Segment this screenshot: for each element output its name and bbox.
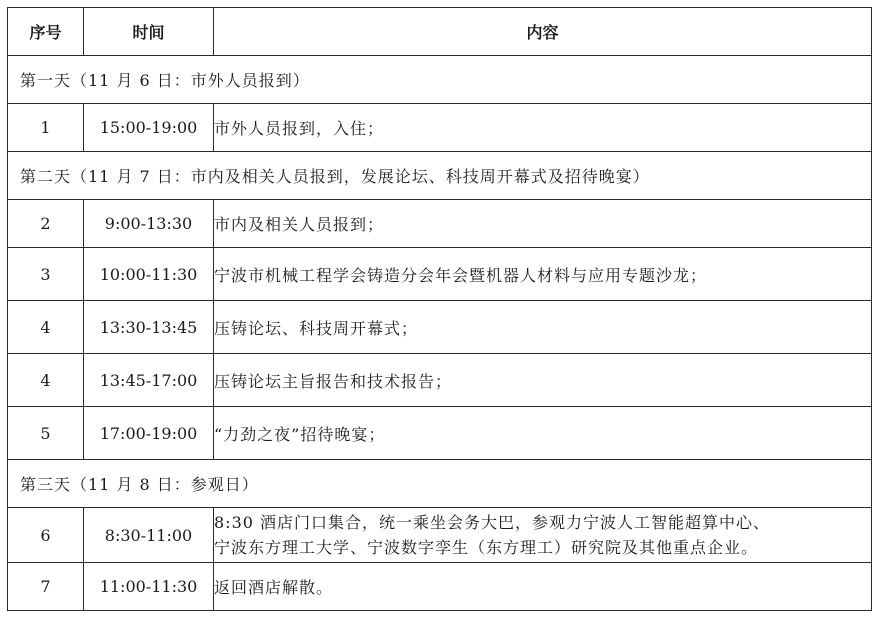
schedule-table (7, 7, 872, 611)
day1-title: 第一天（11 月 6 日：市外人员报到） (8, 56, 872, 104)
row-time: 13:45-17:00 (84, 354, 214, 407)
row-content: 宁波市机械工程学会铸造分会年会暨机器人材料与应用专题沙龙； (214, 248, 872, 301)
row-content: 压铸论坛、科技周开幕式； (214, 301, 872, 354)
row-time: 9:00-13:30 (84, 200, 214, 248)
row-num: 5 (8, 407, 84, 460)
row-time: 8:30-11:00 (84, 508, 214, 563)
row-num: 6 (8, 508, 84, 563)
row-content: 市外人员报到，入住； (214, 104, 872, 152)
row-time: 11:00-11:30 (84, 563, 214, 611)
row-time: 17:00-19:00 (84, 407, 214, 460)
table-row (8, 407, 872, 460)
row-time: 10:00-11:30 (84, 248, 214, 301)
header-time: 时间 (84, 8, 214, 56)
header-row (8, 8, 872, 56)
row-content-line: 宁波东方理工大学、宁波数字孪生（东方理工）研究院及其他重点企业。 (214, 538, 759, 557)
table-row (8, 508, 872, 563)
table-row (8, 563, 872, 611)
row-num: 4 (8, 301, 84, 354)
header-num: 序号 (8, 8, 84, 56)
table-row (8, 248, 872, 301)
day2-title: 第二天（11 月 7 日：市内及相关人员报到，发展论坛、科技周开幕式及招待晚宴） (8, 152, 872, 200)
row-time: 13:30-13:45 (84, 301, 214, 354)
table-row (8, 104, 872, 152)
row-content-line: 8:30 酒店门口集合，统一乘坐会务大巴，参观力宁波人工智能超算中心、 (214, 513, 771, 532)
table-row (8, 354, 872, 407)
day-row (8, 152, 872, 200)
row-num: 3 (8, 248, 84, 301)
table-row (8, 200, 872, 248)
day-row (8, 56, 872, 104)
row-num: 7 (8, 563, 84, 611)
day3-title: 第三天（11 月 8 日：参观日） (8, 460, 872, 508)
row-time: 15:00-19:00 (84, 104, 214, 152)
row-content: 市内及相关人员报到； (214, 200, 872, 248)
row-content: 返回酒店解散。 (214, 563, 872, 611)
day-row (8, 460, 872, 508)
header-content: 内容 (214, 8, 872, 56)
row-num: 4 (8, 354, 84, 407)
row-num: 2 (8, 200, 84, 248)
row-content: “力劲之夜”招待晚宴； (214, 407, 872, 460)
row-content: 压铸论坛主旨报告和技术报告； (214, 354, 872, 407)
row-num: 1 (8, 104, 84, 152)
row-content (214, 508, 872, 563)
table-row (8, 301, 872, 354)
